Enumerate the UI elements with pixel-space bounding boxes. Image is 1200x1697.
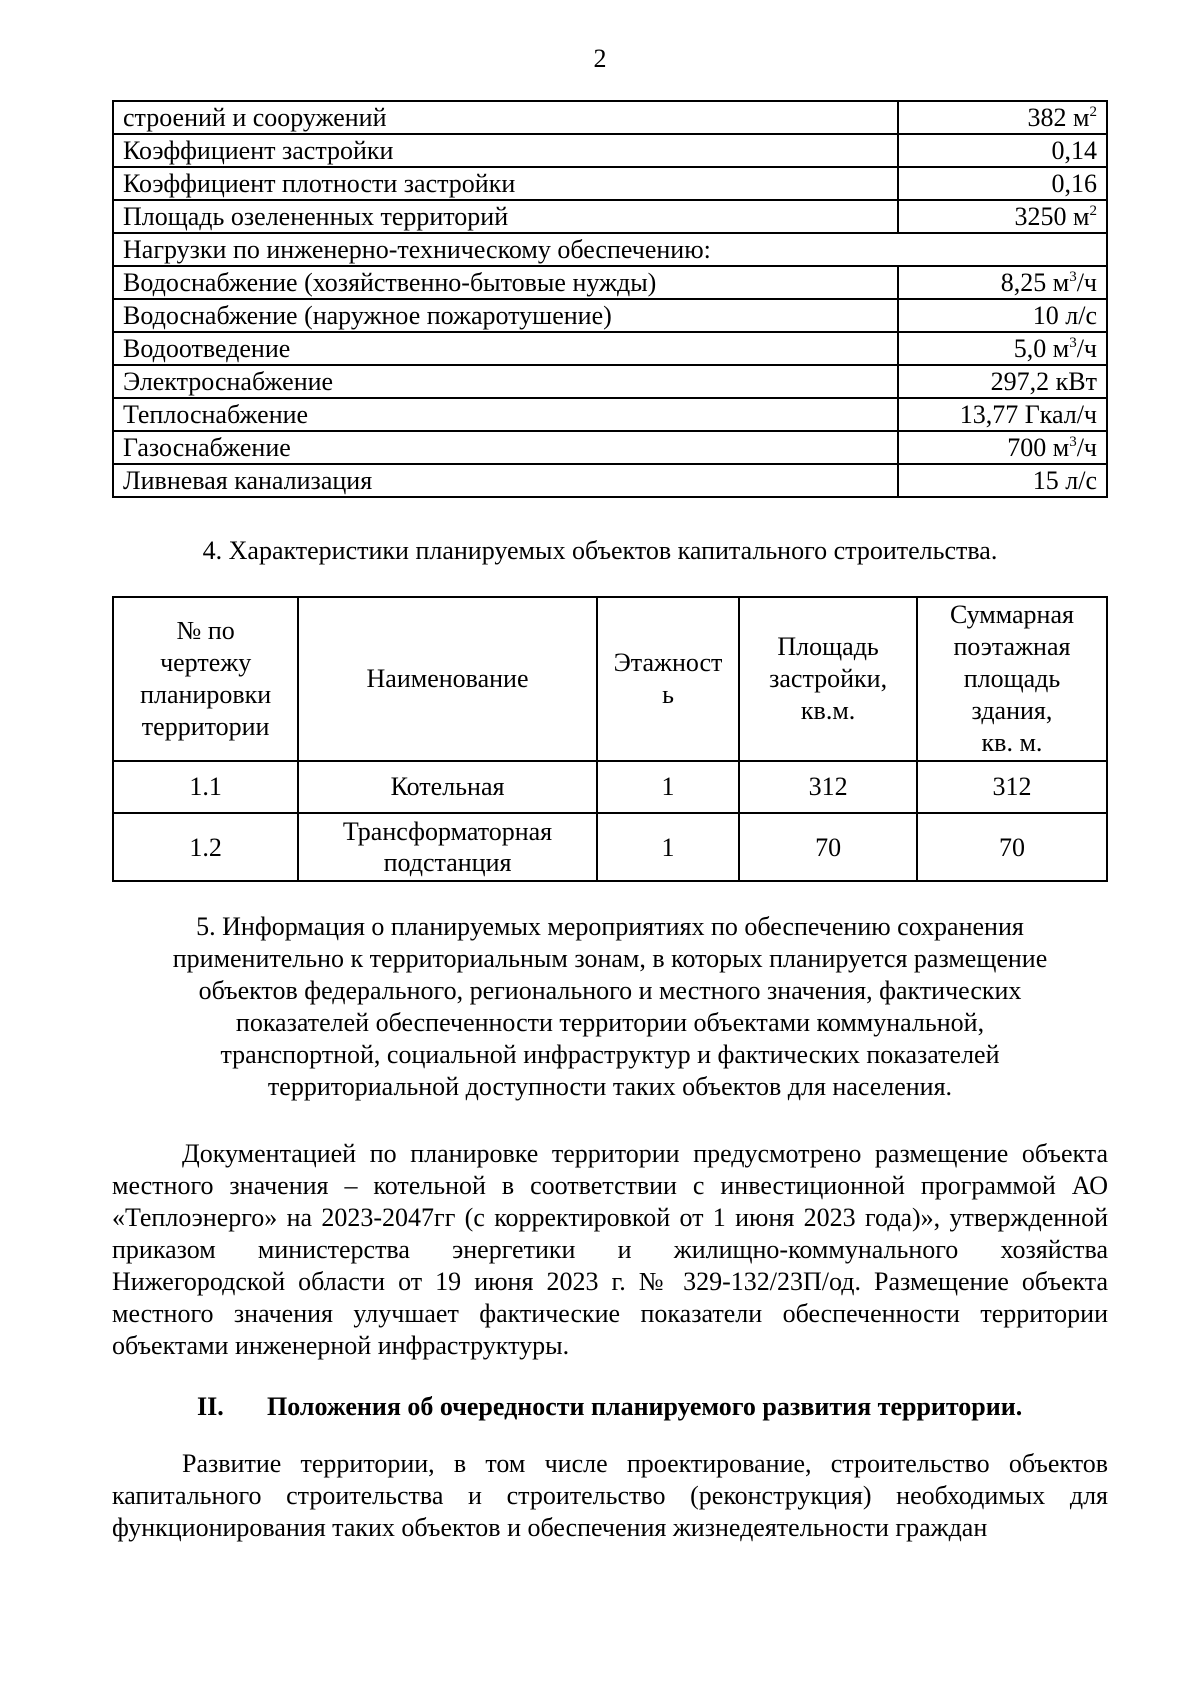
- text-line: № по: [176, 616, 235, 645]
- paragraph-local-object: Документацией по планировке территории предусмотрено размещение объекта местного значения – котельной в соответствии с инвестиционной программой АО «Теплоэнерго» на 2023-2047гг (с корректировкой от 1 июня 2023 года)», утвержденной приказом министерства энергетики и жилищно-коммунального хозяйства Нижегородской области от 19 июня 2023 г. № 329-132/23П/од. Размещение объекта местного значения улучшает фактические показатели обеспеченности территории объектами инженерной инфраструктуры.: [112, 1139, 1108, 1360]
- table-row: [113, 266, 1107, 299]
- text-line: застройки,: [769, 664, 888, 693]
- parameter-label: Коэффициент плотности застройки: [113, 167, 898, 200]
- table-row: [113, 332, 1107, 365]
- parameter-value: 0,14: [898, 134, 1107, 167]
- table-row: [113, 200, 1107, 233]
- cell-name: [298, 813, 597, 881]
- cell-number: 1.1: [113, 761, 298, 813]
- cell-floors: 1: [597, 813, 739, 881]
- cell-total-area: 70: [917, 813, 1107, 881]
- parameter-label: Газоснабжение: [113, 431, 898, 464]
- parameter-value: 5,0 $м^3/ч$: [898, 332, 1107, 365]
- parameter-label: Теплоснабжение: [113, 398, 898, 431]
- table-row: [113, 233, 1107, 266]
- parameter-value: 13,77 Гкал/ч: [898, 398, 1107, 431]
- objects-table: [112, 596, 1108, 882]
- table-row: [113, 431, 1107, 464]
- paragraph-development: Развитие территории, в том числе проектирование, строительство объектов капитального строительства и строительство (реконструкция) необходимых для функционирования таких объектов и обеспечения жизнедеятельности граждан: [112, 1449, 1108, 1542]
- cell-name: [298, 761, 597, 813]
- cell-area: 312: [739, 761, 917, 813]
- text-line: поэтажная: [953, 632, 1071, 661]
- parameter-value: 382 $м^2$: [898, 101, 1107, 134]
- text-line: ь: [662, 680, 674, 709]
- section-5-title: [112, 911, 1108, 1103]
- text-line: здания,: [971, 696, 1053, 725]
- header-cell-total-area: [917, 597, 1107, 761]
- section-2-heading: [197, 1392, 1022, 1422]
- table-row: [113, 813, 1107, 881]
- cell-area: 70: [739, 813, 917, 881]
- parameter-value: 700 $м^3/ч$: [898, 431, 1107, 464]
- text-line: территориальной доступности таких объектов для населения.: [267, 1072, 953, 1101]
- table-row: [113, 398, 1107, 431]
- table-row: [113, 101, 1107, 134]
- parameter-value: 3250 $м^2$: [898, 200, 1107, 233]
- text-line: Трансформаторная: [342, 817, 553, 846]
- text-line: транспортной, социальной инфраструктур и фактических показателей: [220, 1040, 1000, 1069]
- parameters-table: [112, 100, 1108, 498]
- text-line: чертежу: [160, 648, 252, 677]
- text-line: кв.м.: [800, 696, 856, 725]
- table-row: [113, 299, 1107, 332]
- page-number: 2: [593, 44, 607, 73]
- table-row: [113, 167, 1107, 200]
- parameter-label: Водоснабжение (хозяйственно-бытовые нужды): [113, 266, 898, 299]
- section-2-number: II.: [197, 1392, 224, 1421]
- parameter-value: 297,2 кВт: [898, 365, 1107, 398]
- text-line: Площадь: [777, 632, 879, 661]
- parameter-value: 0,16: [898, 167, 1107, 200]
- text-line: Суммарная: [949, 600, 1074, 629]
- header-cell-name: [298, 597, 597, 761]
- parameter-label: Водоснабжение (наружное пожаротушение): [113, 299, 898, 332]
- text-line: кв. м.: [981, 728, 1043, 757]
- section-4-title: 4. Характеристики планируемых объектов капитального строительства.: [202, 536, 998, 565]
- parameter-value: 8,25 $м^3/ч$: [898, 266, 1107, 299]
- parameter-value: 15 л/с: [898, 464, 1107, 497]
- table-row: [113, 761, 1107, 813]
- text-line: территории: [141, 712, 270, 741]
- text-line: планировки: [140, 680, 272, 709]
- parameter-label: Ливневая канализация: [113, 464, 898, 497]
- text-line: показателей обеспеченности территории объектами коммунальной,: [235, 1008, 985, 1037]
- parameter-value: 10 л/с: [898, 299, 1107, 332]
- cell-number: 1.2: [113, 813, 298, 881]
- parameter-label: Площадь озелененных территорий: [113, 200, 898, 233]
- table-row: [113, 365, 1107, 398]
- parameter-label: строений и сооружений: [113, 101, 898, 134]
- table-row: [113, 464, 1107, 497]
- header-cell-number: [113, 597, 298, 761]
- text-line: Этажност: [613, 648, 723, 677]
- text-line: подстанция: [383, 848, 512, 877]
- text-line: площадь: [963, 664, 1061, 693]
- cell-total-area: 312: [917, 761, 1107, 813]
- cell-floors: 1: [597, 761, 739, 813]
- parameter-label: Водоотведение: [113, 332, 898, 365]
- table-row: [113, 134, 1107, 167]
- text-line: объектов федерального, регионального и местного значения, фактических: [198, 976, 1022, 1005]
- header-cell-floors: [597, 597, 739, 761]
- text-line: Котельная: [390, 772, 505, 801]
- text-line: применительно к территориальным зонам, в которых планируется размещение: [172, 944, 1048, 973]
- section-2-title: Положения об очередности планируемого развития территории.: [267, 1392, 1023, 1421]
- text-line: 5. Информация о планируемых мероприятиях по обеспечению сохранения: [196, 912, 1024, 941]
- text-line: Наименование: [366, 664, 529, 693]
- parameter-label: Коэффициент застройки: [113, 134, 898, 167]
- header-cell-area: [739, 597, 917, 761]
- parameter-label: Нагрузки по инженерно-техническому обеспечению:: [113, 233, 1107, 266]
- objects-table-header: [113, 597, 1107, 761]
- parameter-label: Электроснабжение: [113, 365, 898, 398]
